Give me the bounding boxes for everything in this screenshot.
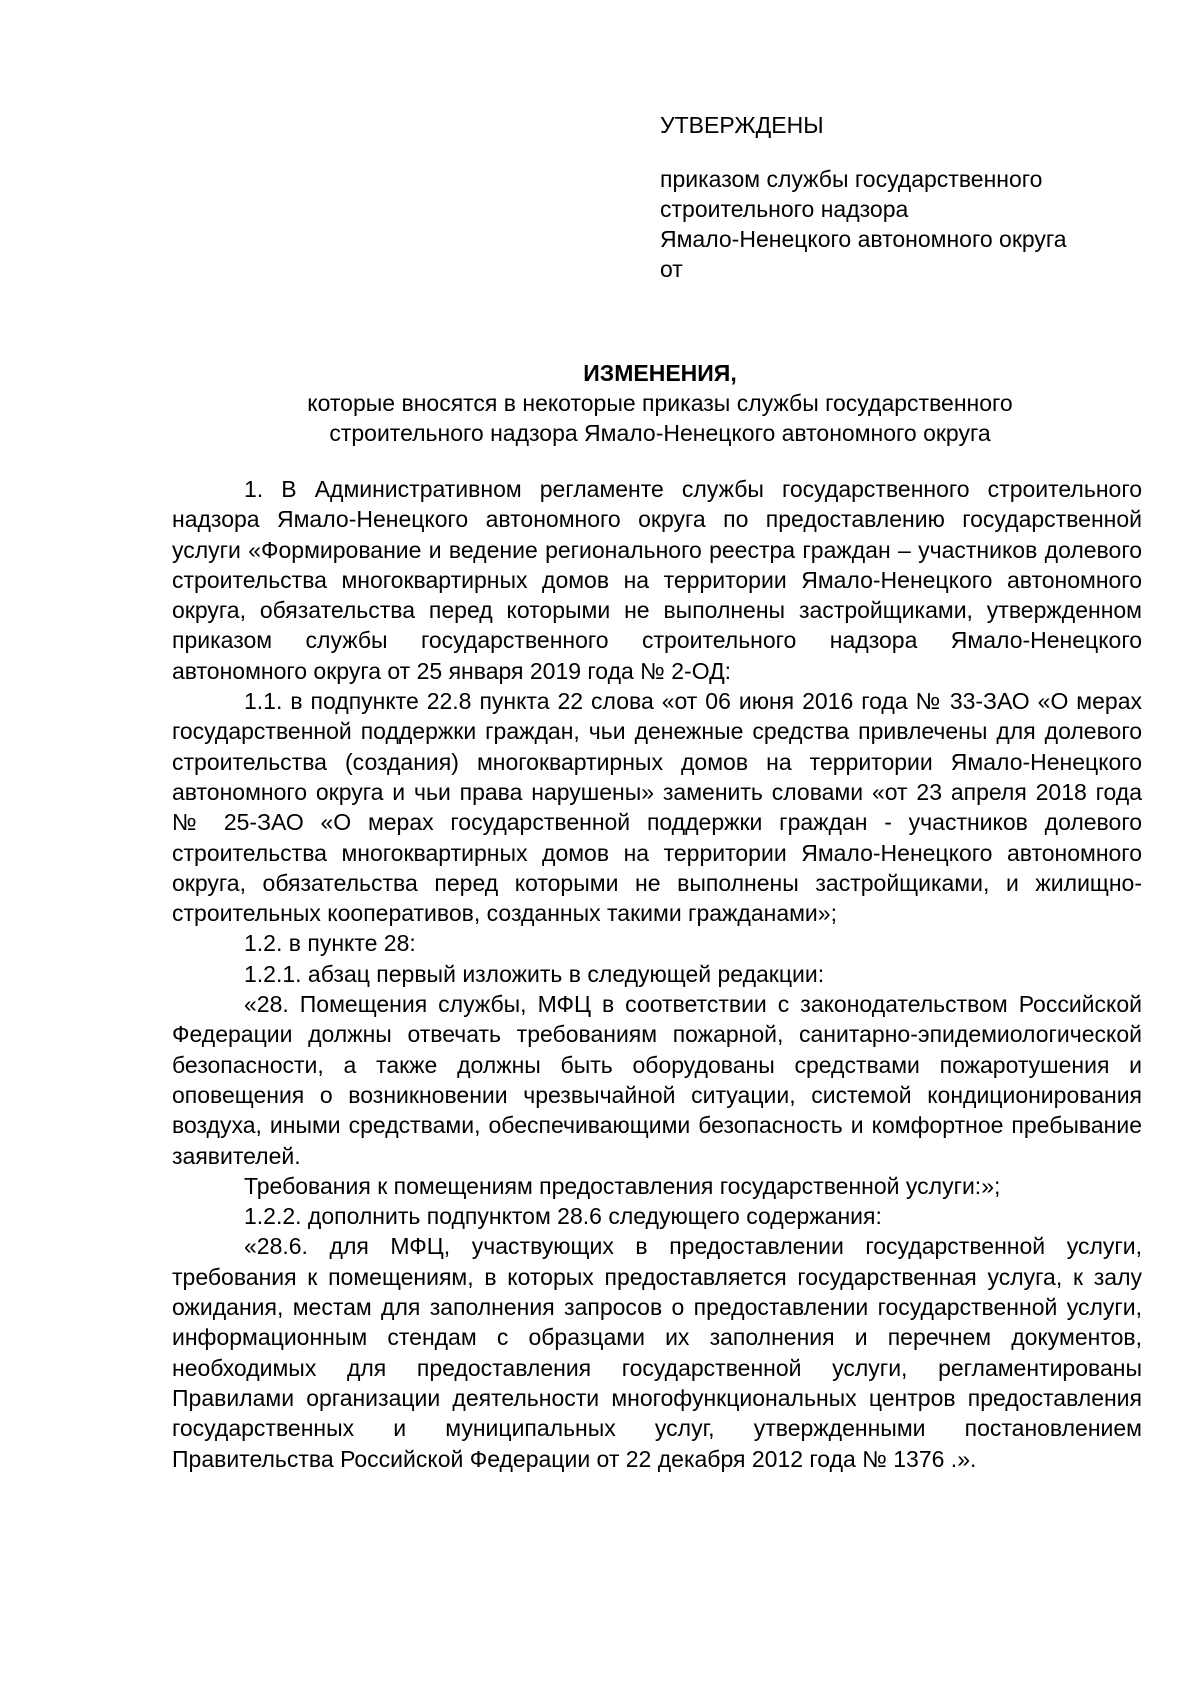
approval-line: от <box>660 256 683 282</box>
paragraph-quoted-28: «28. Помещения службы, МФЦ в соответствии с законодательством Российской Федерации должны отвечать требованиям пожарной, санитарно-эпидемиологической безопасности, а также должны быть оборудованы средствами пожаротушения и оповещения о возникновении чрезвычайной ситуации, системой кондиционирования воздуха, иными средствами, обеспечивающими безопасность и комфортное пребывание заявителей. <box>172 991 1142 1169</box>
document-body <box>172 474 1142 1474</box>
approval-line: строительного надзора <box>660 196 909 222</box>
paragraph-item-1-2: 1.2. в пункте 28: <box>244 930 416 957</box>
paragraph-quoted-28-6: «28.6. для МФЦ, участвующих в предоставлении государственной услуги, требования к помещениям, в которых предоставляется государственная услуга, к залу ожидания, местам для заполнения запросов о предоставлении государственной услуги, информационным стендам с образцами их заполнения и перечнем документов, необходимых для предоставления государственной услуги, регламентированы Правилами организации деятельности многофункциональных центров предоставления государственных и муниципальных услуг, утвержденными постановлением Правительства Российской Федерации от 22 декабря 2012 года № 1376 .». <box>172 1233 1142 1472</box>
approval-line: приказом службы государственного <box>660 166 1043 192</box>
paragraph-item-1-2-1: 1.2.1. абзац первый изложить в следующей редакции: <box>244 960 825 987</box>
paragraph-item-1: 1. В Административном регламенте службы государственного строительного надзора Ямало-Ненецкого автономного округа по предоставлению государственной услуги «Формирование и ведение регионального реестра граждан – участников долевого строительства многоквартирных домов на территории Ямало-Ненецкого автономного округа, обязательства перед которыми не выполнены застройщиками, утвержденном приказом службы государственного строительного надзора Ямало-Ненецкого автономного округа от 25 января 2019 года № 2-ОД: <box>172 476 1142 684</box>
document-title-block <box>160 358 1160 448</box>
paragraph-requirements: Требования к помещениям предоставления государственной услуги:»; <box>244 1172 1001 1199</box>
approval-stamp <box>660 110 1140 284</box>
paragraph-item-1-1: 1.1. в подпункте 22.8 пункта 22 слова «от 06 июня 2016 года № 33-ЗАО «О мерах государственной поддержки граждан, чьи денежные средства привлечены для долевого строительства (создания) многоквартирных домов на территории Ямало-Ненецкого автономного округа и чьи права нарушены» заменить словами «от 23 апреля 2018 года № 25-ЗАО «О мерах государственной поддержки граждан - участников долевого строительства многоквартирных домов на территории Ямало-Ненецкого автономного округа, обязательства перед которыми не выполнены застройщиками, и жилищно-строительных кооперативов, созданных такими гражданами»; <box>172 688 1142 927</box>
document-subtitle-line: строительного надзора Ямало-Ненецкого автономного округа <box>329 420 991 446</box>
paragraph-item-1-2-2: 1.2.2. дополнить подпунктом 28.6 следующего содержания: <box>244 1203 882 1230</box>
document-title: ИЗМЕНЕНИЯ, <box>583 360 737 386</box>
approval-line: Ямало-Ненецкого автономного округа <box>660 226 1067 252</box>
approval-heading: УТВЕРЖДЕНЫ <box>660 112 824 138</box>
document-subtitle-line: которые вносятся в некоторые приказы службы государственного <box>307 390 1013 416</box>
